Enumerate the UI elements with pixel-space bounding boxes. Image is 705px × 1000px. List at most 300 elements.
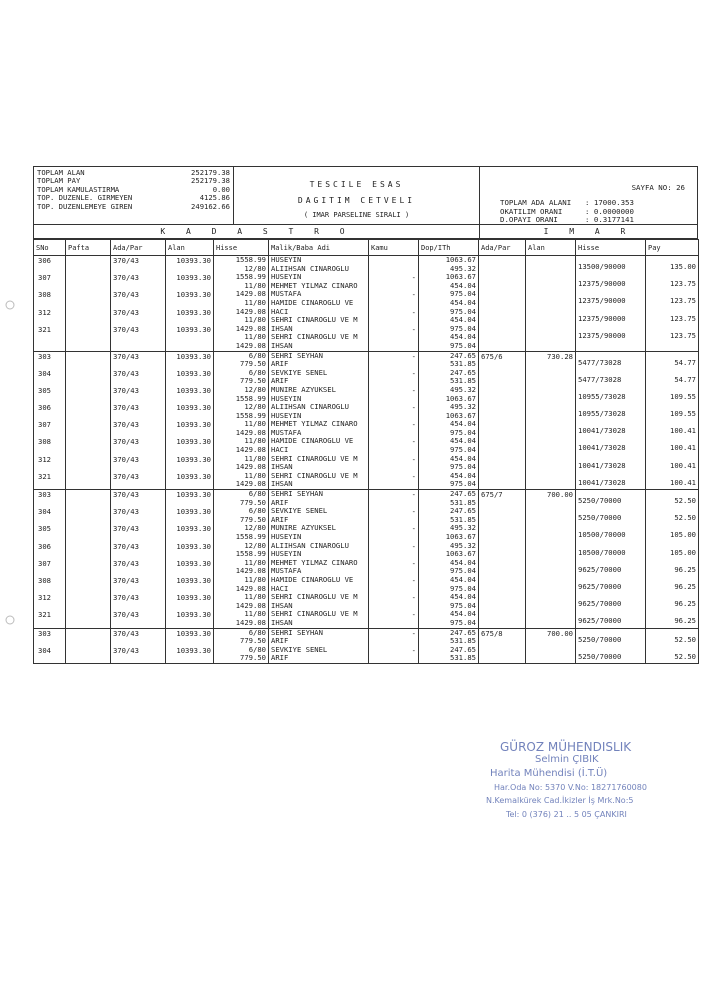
cell-kamu: - — [369, 628, 419, 646]
dop-value: 495.32 — [450, 523, 476, 533]
stamp-line: Selmin ÇIBIK — [535, 754, 599, 765]
hisse-value: 1429.08 — [235, 445, 266, 455]
malik-name: HUSEYIN — [271, 410, 302, 420]
dop-value: 454.04 — [450, 557, 476, 567]
title-tescile-esas: TESCILE ESAS — [309, 180, 404, 189]
malik-name: ARIF — [271, 359, 289, 369]
cell-kamu: - — [369, 403, 419, 420]
cell-sno: 303 — [34, 490, 66, 508]
cell-ada-par: 370/43 — [111, 437, 166, 454]
dop-value: 1063.67 — [445, 410, 476, 420]
cell-alan: 10393.30 — [166, 256, 214, 274]
cell-kamu: - — [369, 490, 419, 508]
dop-value: 1063.67 — [445, 393, 476, 403]
hisse-value: 11/80 — [244, 557, 266, 567]
dop-value: 454.04 — [450, 315, 476, 325]
hisse-value: 11/80 — [244, 419, 266, 429]
malik-name: HAMIDE CINAROGLU VE — [271, 437, 354, 446]
column-header: Ada/Par — [111, 240, 166, 256]
cell-imar-hisse: 10041/73028 — [576, 472, 646, 490]
hisse-value: 779.50 — [240, 359, 266, 369]
malik-name: ARIF — [271, 636, 289, 646]
cell-sno: 312 — [34, 593, 66, 610]
cell-sno: 321 — [34, 472, 66, 490]
malik-name: SEVKIYE SENEL — [271, 368, 328, 377]
binder-hole — [6, 616, 14, 624]
cell-alan: 10393.30 — [166, 420, 214, 437]
hisse-value: 12/80 — [244, 523, 266, 533]
malik-name: IHSAN — [271, 340, 293, 350]
cell-imar-alan: 700.00 — [526, 628, 576, 646]
malik-name: SEHRI CINAROGLU VE M — [271, 315, 358, 325]
malik-name: HAMIDE CINAROGLU VE — [271, 297, 354, 307]
cell-ada-par: 370/43 — [111, 490, 166, 508]
dop-value: 975.04 — [450, 427, 476, 437]
cell-imar-ada: 675/8 — [479, 628, 526, 646]
cell-ada-par: 370/43 — [111, 472, 166, 490]
hisse-value: 11/80 — [244, 470, 266, 480]
hisse-value: 12/80 — [244, 540, 266, 550]
dop-value: 975.04 — [450, 323, 476, 333]
ada-label: TOPLAM ADA ALANI — [500, 198, 572, 207]
dop-value: 975.04 — [450, 462, 476, 472]
hisse-value: 1558.99 — [235, 532, 266, 541]
dop-value: 454.04 — [450, 436, 476, 446]
malik-name: ARIF — [271, 653, 289, 663]
malik-name: HACI — [271, 307, 289, 316]
cell-kamu: - — [369, 308, 419, 325]
title-dagitim-cetveli: DAGITIM CETVELI — [297, 196, 416, 205]
cell-kamu: - — [369, 610, 419, 628]
hisse-value: 11/80 — [244, 280, 266, 290]
cell-sno: 303 — [34, 628, 66, 646]
hisse-value: 11/80 — [244, 592, 266, 602]
total-value: 0.00 — [212, 184, 230, 194]
column-header: SNo — [34, 240, 66, 256]
hisse-value: 1429.08 — [235, 479, 266, 489]
dop-value: 495.32 — [450, 263, 476, 273]
cell-sno: 307 — [34, 559, 66, 576]
hisse-value: 779.50 — [240, 376, 266, 386]
malik-name: MUSTAFA — [271, 566, 302, 576]
cell-sno: 303 — [34, 351, 66, 369]
cell-ada-par: 370/43 — [111, 507, 166, 524]
cell-alan: 10393.30 — [166, 490, 214, 508]
hisse-value: 1429.08 — [235, 462, 266, 472]
cell-sno: 321 — [34, 610, 66, 628]
hisse-value: 6/80 — [248, 367, 266, 377]
hisse-value: 12/80 — [244, 263, 266, 273]
total-label: TOP. DUZENLEMEYE GIREN — [37, 201, 133, 211]
cell-imar-hisse: 9625/70000 — [576, 593, 646, 610]
ada-value: : 17000.353 — [585, 198, 634, 207]
cell-kamu: - — [369, 351, 419, 369]
hisse-value: 1429.08 — [235, 289, 266, 299]
malik-name: HUSEYIN — [271, 549, 302, 559]
cell-ada-par: 370/43 — [111, 420, 166, 437]
hisse-value: 1429.08 — [235, 340, 266, 350]
hisse-value: 1429.08 — [235, 427, 266, 437]
malik-name: SEHRI CINAROGLU VE M — [271, 332, 358, 342]
cell-alan: 10393.30 — [166, 593, 214, 610]
total-label: TOPLAM PAY — [37, 176, 81, 186]
cell-ada-par: 370/43 — [111, 524, 166, 541]
cell-pay: 54.77 — [646, 369, 699, 386]
malik-name: MUSTAFA — [271, 290, 302, 299]
ada-value: : 0.0000000 — [585, 206, 634, 216]
dop-value: 454.04 — [450, 280, 476, 290]
cell-imar-hisse: 12375/90000 — [576, 325, 646, 351]
dop-value: 531.85 — [450, 359, 476, 369]
dop-value: 247.65 — [450, 367, 476, 377]
hisse-value: 1558.99 — [235, 272, 266, 282]
cell-sno: 306 — [34, 542, 66, 559]
malik-name: IHSAN — [271, 324, 293, 333]
cell-imar-alan: 730.28 — [526, 351, 576, 369]
cell-alan: 10393.30 — [166, 290, 214, 307]
dop-value: 454.04 — [450, 453, 476, 463]
column-header: Kamu — [369, 240, 419, 256]
hisse-value: 779.50 — [240, 514, 266, 524]
hisse-value: 1558.99 — [235, 410, 266, 420]
dop-value: 1063.67 — [445, 255, 476, 264]
column-header: Dop/ITh — [419, 240, 479, 256]
cell-pay: 54.77 — [646, 351, 699, 369]
cell-alan: 10393.30 — [166, 403, 214, 420]
hisse-value: 12/80 — [244, 384, 266, 394]
cell-kamu: - — [369, 325, 419, 351]
cell-sno: 304 — [34, 369, 66, 386]
cell-alan: 10393.30 — [166, 507, 214, 524]
cell-ada-par: 370/43 — [111, 351, 166, 369]
cell-alan: 10393.30 — [166, 576, 214, 593]
malik-name: HUSEYIN — [271, 393, 302, 403]
dop-value: 975.04 — [450, 289, 476, 299]
cell-ada-par: 370/43 — [111, 576, 166, 593]
hisse-value: 6/80 — [248, 627, 266, 637]
cell-ada-par: 370/43 — [111, 593, 166, 610]
title-subtitle: ( IMAR PARSELINE SIRALI ) — [303, 211, 410, 219]
dop-value: 454.04 — [450, 609, 476, 619]
malik-name: IHSAN — [271, 479, 293, 489]
malik-name: HUSEYIN — [271, 532, 302, 541]
dop-value: 495.32 — [450, 384, 476, 394]
cell-sno: 304 — [34, 646, 66, 664]
cell-kamu: - — [369, 455, 419, 472]
malik-name: SEHRI SEYHAN — [271, 489, 323, 499]
cell-sno: 306 — [34, 403, 66, 420]
cell-kamu: - — [369, 273, 419, 290]
cell-alan: 10393.30 — [166, 351, 214, 369]
column-header: Pay — [646, 240, 699, 256]
dop-value: 454.04 — [450, 592, 476, 602]
column-header: Malik/Baba Adi — [269, 240, 369, 256]
hisse-value: 779.50 — [240, 497, 266, 507]
cell-imar-hisse: 9625/70000 — [576, 576, 646, 593]
cell-kamu: - — [369, 559, 419, 576]
hisse-value: 6/80 — [248, 350, 266, 360]
dop-value: 454.04 — [450, 419, 476, 429]
cell-ada-par: 370/43 — [111, 628, 166, 646]
cell-alan: 10393.30 — [166, 369, 214, 386]
malik-name: SEHRI SEYHAN — [271, 628, 323, 637]
cell-alan: 10393.30 — [166, 455, 214, 472]
hisse-value: 11/80 — [244, 332, 266, 342]
malik-name: HAMIDE CINAROGLU VE — [271, 575, 354, 584]
dop-value: 531.85 — [450, 376, 476, 386]
cell-kamu: - — [369, 576, 419, 593]
hisse-value: 1429.08 — [235, 306, 266, 316]
cell-sno: 305 — [34, 524, 66, 541]
dop-value: 247.65 — [450, 350, 476, 360]
hisse-value: 11/80 — [244, 609, 266, 619]
total-value: 252179.38 — [191, 168, 230, 177]
total-value: 252179.38 — [191, 176, 230, 186]
cell-kamu: - — [369, 369, 419, 386]
cell-imar-hisse: 5477/73028 — [576, 351, 646, 369]
dop-value: 975.04 — [450, 566, 476, 576]
cell-ada-par: 370/43 — [111, 308, 166, 325]
cell-kamu: - — [369, 420, 419, 437]
cell-ada-par: 370/43 — [111, 273, 166, 290]
cell-ada-par: 370/43 — [111, 646, 166, 664]
cell-sno: 312 — [34, 308, 66, 325]
hisse-value: 1429.08 — [235, 566, 266, 576]
malik-name: ARIF — [271, 376, 289, 386]
cell-imar-hisse: 5250/70000 — [576, 507, 646, 524]
cell-pay: 109.55 — [646, 386, 699, 403]
ada-label: D.OPAYI ORANI — [500, 215, 558, 225]
cell-ada-par: 370/43 — [111, 290, 166, 307]
binder-hole — [6, 301, 14, 309]
dop-value: 975.04 — [450, 306, 476, 316]
column-header: Hisse — [576, 240, 646, 256]
column-header: Alan — [526, 240, 576, 256]
cell-imar-hisse: 10041/73028 — [576, 437, 646, 454]
malik-name: MEHMET YILMAZ CINARO — [271, 280, 358, 290]
cell-pay: 105.00 — [646, 524, 699, 541]
cell-sno: 305 — [34, 386, 66, 403]
cell-kamu: - — [369, 593, 419, 610]
dop-value: 247.65 — [450, 627, 476, 637]
malik-name: IHSAN — [271, 600, 293, 610]
hisse-value: 11/80 — [244, 297, 266, 307]
cell-sno: 321 — [34, 325, 66, 351]
hisse-value: 1558.99 — [235, 393, 266, 403]
dop-value: 454.04 — [450, 470, 476, 480]
hisse-value: 779.50 — [240, 653, 266, 663]
cell-pay: 100.41 — [646, 420, 699, 437]
stamp-line: N.Kemalkürek Cad.İkizler İş Mrk.No:5 — [486, 796, 634, 805]
dop-value: 531.85 — [450, 653, 476, 663]
malik-name: ARIF — [271, 514, 289, 524]
malik-name: HACI — [271, 583, 289, 593]
column-header: Hisse — [214, 240, 269, 256]
malik-name: SEHRI CINAROGLU VE M — [271, 454, 358, 463]
cell-alan: 10393.30 — [166, 472, 214, 490]
cell-pay: 96.25 — [646, 610, 699, 628]
cell-imar-ada: 675/7 — [479, 490, 526, 508]
cell-ada-par: 370/43 — [111, 325, 166, 351]
cell-imar-alan: 700.00 — [526, 490, 576, 508]
dop-value: 1063.67 — [445, 272, 476, 282]
malik-name: ALIIHSAN CINAROGLU — [271, 541, 349, 550]
cell-imar-hisse: 5250/70000 — [576, 628, 646, 646]
cell-pay: 52.50 — [646, 646, 699, 664]
cell-alan: 10393.30 — [166, 559, 214, 576]
cell-pay: 123.75 — [646, 290, 699, 307]
ada-value: : 0.3177141 — [585, 215, 634, 225]
cell-kamu: - — [369, 472, 419, 490]
dop-value: 975.04 — [450, 583, 476, 593]
column-header: Ada/Par — [479, 240, 526, 256]
cell-imar-hisse: 13500/90000 — [576, 256, 646, 274]
hisse-value: 1429.08 — [235, 323, 266, 333]
cell-alan: 10393.30 — [166, 386, 214, 403]
hisse-value: 1429.08 — [235, 617, 266, 627]
cell-sno: 308 — [34, 576, 66, 593]
cell-sno: 304 — [34, 507, 66, 524]
stamp-line: GÜROZ MÜHENDISLIK — [500, 740, 632, 754]
malik-name: SEVKIYE SENEL — [271, 645, 328, 654]
malik-name: ALIIHSAN CINAROGLU — [271, 403, 349, 412]
page-number: SAYFA NO: 26 — [631, 183, 685, 192]
dop-value: 531.85 — [450, 636, 476, 646]
cell-pay: 96.25 — [646, 559, 699, 576]
dop-value: 1063.67 — [445, 532, 476, 541]
cell-alan: 10393.30 — [166, 628, 214, 646]
dop-value: 247.65 — [450, 506, 476, 516]
cell-ada-par: 370/43 — [111, 386, 166, 403]
dop-value: 454.04 — [450, 332, 476, 342]
cell-ada-par: 370/43 — [111, 403, 166, 420]
dop-value: 531.85 — [450, 497, 476, 507]
cell-pay: 52.50 — [646, 507, 699, 524]
cell-kamu: - — [369, 386, 419, 403]
hisse-value: 1558.99 — [235, 255, 266, 264]
hisse-value: 6/80 — [248, 489, 266, 499]
kadastro-band: K A D A S T R O — [34, 225, 480, 238]
cell-alan: 10393.30 — [166, 524, 214, 541]
dop-value: 247.65 — [450, 489, 476, 499]
cell-ada-par: 370/43 — [111, 455, 166, 472]
malik-name: SEHRI CINAROGLU VE M — [271, 471, 358, 480]
dop-value: 975.04 — [450, 617, 476, 627]
cell-imar-hisse: 9625/70000 — [576, 610, 646, 628]
cell-alan: 10393.30 — [166, 542, 214, 559]
cell-pay: 96.25 — [646, 576, 699, 593]
hisse-value: 6/80 — [248, 506, 266, 516]
cell-sno: 308 — [34, 437, 66, 454]
cell-pay: 96.25 — [646, 593, 699, 610]
column-header: Pafta — [66, 240, 111, 256]
cell-imar-hisse: 5250/70000 — [576, 646, 646, 664]
cell-imar-hisse: 10041/73028 — [576, 455, 646, 472]
cell-imar-hisse: 12375/90000 — [576, 308, 646, 325]
cell-pay: 123.75 — [646, 273, 699, 290]
cell-sno: 307 — [34, 420, 66, 437]
cell-ada-par: 370/43 — [111, 559, 166, 576]
cell-imar-hisse: 10955/73028 — [576, 386, 646, 403]
dop-value: 454.04 — [450, 574, 476, 584]
cell-imar-hisse: 10500/70000 — [576, 542, 646, 559]
cell-pay: 123.75 — [646, 325, 699, 351]
imar-band: I M A R — [543, 227, 634, 236]
dop-value: 454.04 — [450, 297, 476, 307]
cell-imar-ada: 675/6 — [479, 351, 526, 369]
total-label: TOPLAM KAMULASTIRMA — [37, 184, 120, 194]
dop-value: 975.04 — [450, 340, 476, 350]
cell-alan: 10393.30 — [166, 308, 214, 325]
hisse-value: 12/80 — [244, 402, 266, 412]
cell-imar-hisse: 10955/73028 — [576, 403, 646, 420]
cell-sno: 308 — [34, 290, 66, 307]
cell-sno: 306 — [34, 256, 66, 274]
stamp-line: Tel: 0 (376) 21 .. 5 05 ÇANKIRI — [506, 810, 627, 819]
cell-imar-hisse: 12375/90000 — [576, 273, 646, 290]
cell-ada-par: 370/43 — [111, 369, 166, 386]
malik-name: HUSEYIN — [271, 255, 302, 264]
cell-alan: 10393.30 — [166, 325, 214, 351]
cell-imar-hisse: 12375/90000 — [576, 290, 646, 307]
malik-name: HACI — [271, 445, 289, 455]
cell-kamu: - — [369, 524, 419, 541]
cell-pay: 123.75 — [646, 308, 699, 325]
total-label: TOP. DUZENLE. GIRMEYEN — [37, 193, 133, 203]
total-value: 4125.86 — [199, 193, 230, 203]
hisse-value: 11/80 — [244, 315, 266, 325]
hisse-value: 1429.08 — [235, 600, 266, 610]
hisse-value: 11/80 — [244, 453, 266, 463]
cell-alan: 10393.30 — [166, 437, 214, 454]
cell-ada-par: 370/43 — [111, 610, 166, 628]
cell-imar-hisse: 9625/70000 — [576, 559, 646, 576]
dop-value: 1063.67 — [445, 549, 476, 559]
cell-pay: 100.41 — [646, 472, 699, 490]
cell-imar-hisse: 5250/70000 — [576, 490, 646, 508]
dop-value: 975.04 — [450, 600, 476, 610]
malik-name: MUNIRE AZYUKSEL — [271, 524, 336, 533]
cell-kamu: - — [369, 542, 419, 559]
cell-pay: 135.00 — [646, 256, 699, 274]
malik-name: ALIIHSAN CINAROGLU — [271, 263, 349, 273]
cell-pay: 100.41 — [646, 437, 699, 454]
cell-ada-par: 370/43 — [111, 542, 166, 559]
malik-name: IHSAN — [271, 617, 293, 627]
column-header: Alan — [166, 240, 214, 256]
dop-value: 975.04 — [450, 445, 476, 455]
cell-kamu: - — [369, 437, 419, 454]
cell-pay: 52.50 — [646, 628, 699, 646]
cell-alan: 10393.30 — [166, 610, 214, 628]
malik-name: HUSEYIN — [271, 273, 302, 282]
cell-kamu: - — [369, 646, 419, 664]
hisse-value: 11/80 — [244, 436, 266, 446]
hisse-value: 11/80 — [244, 574, 266, 584]
malik-name: MEHMET YILMAZ CINARO — [271, 420, 358, 429]
hisse-value: 779.50 — [240, 636, 266, 646]
hisse-value: 6/80 — [248, 644, 266, 654]
dop-value: 247.65 — [450, 644, 476, 654]
malik-name: MEHMET YILMAZ CINARO — [271, 558, 358, 567]
cell-pay: 109.55 — [646, 403, 699, 420]
malik-name: IHSAN — [271, 462, 293, 472]
cell-ada-par: 370/43 — [111, 256, 166, 274]
malik-name: ARIF — [271, 497, 289, 507]
stamp-line: Harita Mühendisi (İ.T.Ü) — [490, 768, 608, 779]
malik-name: SEHRI CINAROGLU VE M — [271, 610, 358, 619]
cell-imar-hisse: 10500/70000 — [576, 524, 646, 541]
